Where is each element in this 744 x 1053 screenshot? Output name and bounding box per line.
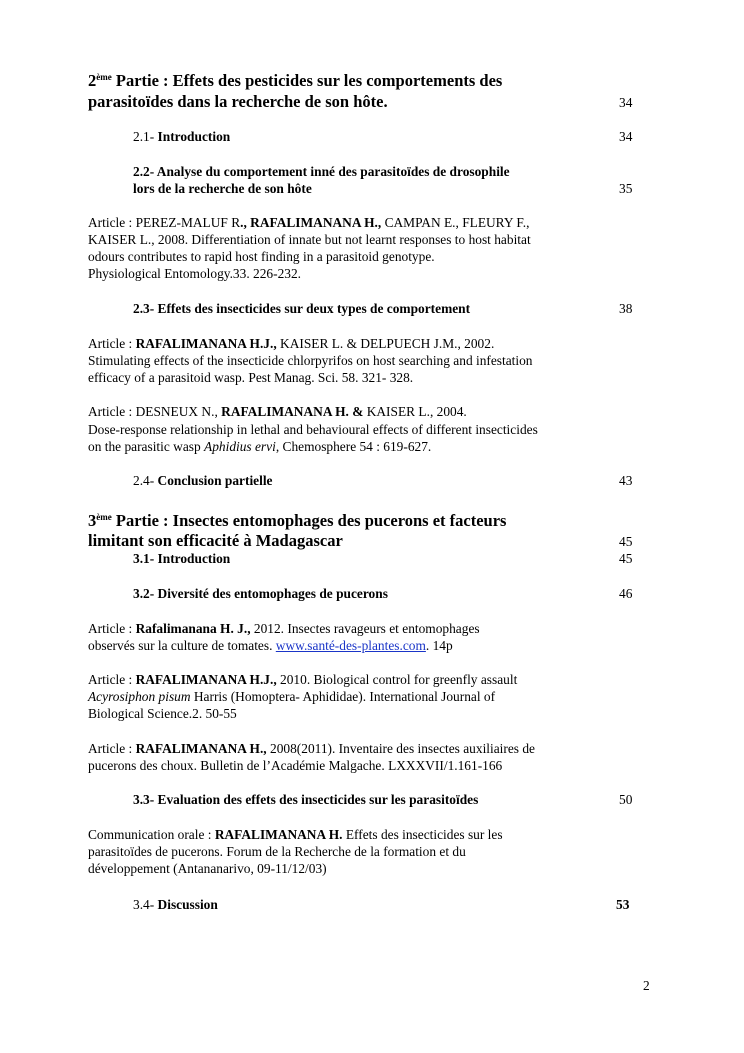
part3-heading-line1: 3ème Partie : Insectes entomophages des pucerons et facteurs (88, 511, 507, 530)
article-2-line3: efficacy of a parasitoid wasp. Pest Manag. Sci. 58. 321- 328. (88, 370, 414, 385)
part3-heading-line2: limitant son efficacité à Madagascar (88, 531, 343, 550)
section-3-1: 3.1- Introduction (133, 551, 231, 566)
communication-line3: développement (Antananarivo, 09-11/12/03) (88, 861, 327, 876)
article-4-line2: observés sur la culture de tomates. www.santé-des-plantes.com. 14p (88, 638, 453, 653)
article-6-line2: pucerons des choux. Bulletin de l’Académie Malgache. LXXXVII/1.161-166 (88, 758, 503, 773)
article-5-line3: Biological Science.2. 50-55 (88, 706, 237, 721)
article-5-line1: Article : RAFALIMANANA H.J., 2010. Biological control for greenfly assault (88, 672, 518, 687)
section-3-3: 3.3- Evaluation des effets des insecticides sur les parasitoïdes (133, 792, 479, 807)
page-number: 2 (643, 978, 650, 993)
section-2-3: 2.3- Effets des insecticides sur deux types de comportement (133, 301, 471, 316)
section-2-2-line1: 2.2- Analyse du comportement inné des parasitoïdes de drosophile (133, 164, 510, 179)
section-2-2-page: 35 (619, 181, 633, 196)
section-2-4-page: 43 (619, 473, 633, 488)
section-2-2-line2: lors de la recherche de son hôte (133, 181, 312, 196)
section-3-2: 3.2- Diversité des entomophages de pucerons (133, 586, 388, 601)
article-1-line4: Physiological Entomology.33. 226-232. (88, 266, 302, 281)
section-3-4-page: 53 (616, 897, 630, 912)
section-2-1-page: 34 (619, 129, 633, 144)
article-1-line3: odours contributes to rapid host finding in a parasitoid genotype. (88, 249, 435, 264)
section-3-1-page: 45 (619, 551, 633, 566)
article-3-line3: on the parasitic wasp Aphidius ervi, Chemosphere 54 : 619-627. (88, 439, 432, 454)
article-4-line1: Article : Rafalimanana H. J., 2012. Insectes ravageurs et entomophages (88, 621, 480, 636)
article-2-line2: Stimulating effects of the insecticide chlorpyrifos on host searching and infestation (88, 353, 533, 368)
part2-page: 34 (619, 95, 633, 110)
part2-heading-line2: parasitoïdes dans la recherche de son hôte. (88, 92, 388, 111)
section-2-4: 2.4- Conclusion partielle (133, 473, 273, 488)
article-1-line1: Article : PEREZ-MALUF R., RAFALIMANANA H., CAMPAN E., FLEURY F., (88, 215, 530, 230)
section-2-1: 2.1- Introduction (133, 129, 231, 144)
section-3-2-page: 46 (619, 586, 633, 601)
article-3-line1: Article : DESNEUX N., RAFALIMANANA H. & KAISER L., 2004. (88, 404, 467, 419)
article-6-line1: Article : RAFALIMANANA H., 2008(2011). Inventaire des insectes auxiliaires de (88, 741, 535, 756)
article-2-line1: Article : RAFALIMANANA H.J., KAISER L. & DELPUECH J.M., 2002. (88, 336, 495, 351)
part2-heading-line1: 2ème Partie : Effets des pesticides sur les comportements des (88, 71, 503, 90)
section-3-4: 3.4- Discussion (133, 897, 218, 912)
communication-line1: Communication orale : RAFALIMANANA H. Effets des insecticides sur les (88, 827, 503, 842)
website-link[interactable]: www.santé-des-plantes.com (275, 638, 426, 653)
section-2-3-page: 38 (619, 301, 633, 316)
section-3-3-page: 50 (619, 792, 633, 807)
part3-page: 45 (619, 534, 633, 549)
article-3-line2: Dose-response relationship in lethal and behavioural effects of different insecticides (88, 422, 538, 437)
article-5-line2: Acyrosiphon pisum Harris (Homoptera- Aphididae). International Journal of (88, 689, 496, 704)
communication-line2: parasitoïdes de pucerons. Forum de la Recherche de la formation et du (88, 844, 466, 859)
article-1-line2: KAISER L., 2008. Differentiation of innate but not learnt responses to host habitat (88, 232, 531, 247)
